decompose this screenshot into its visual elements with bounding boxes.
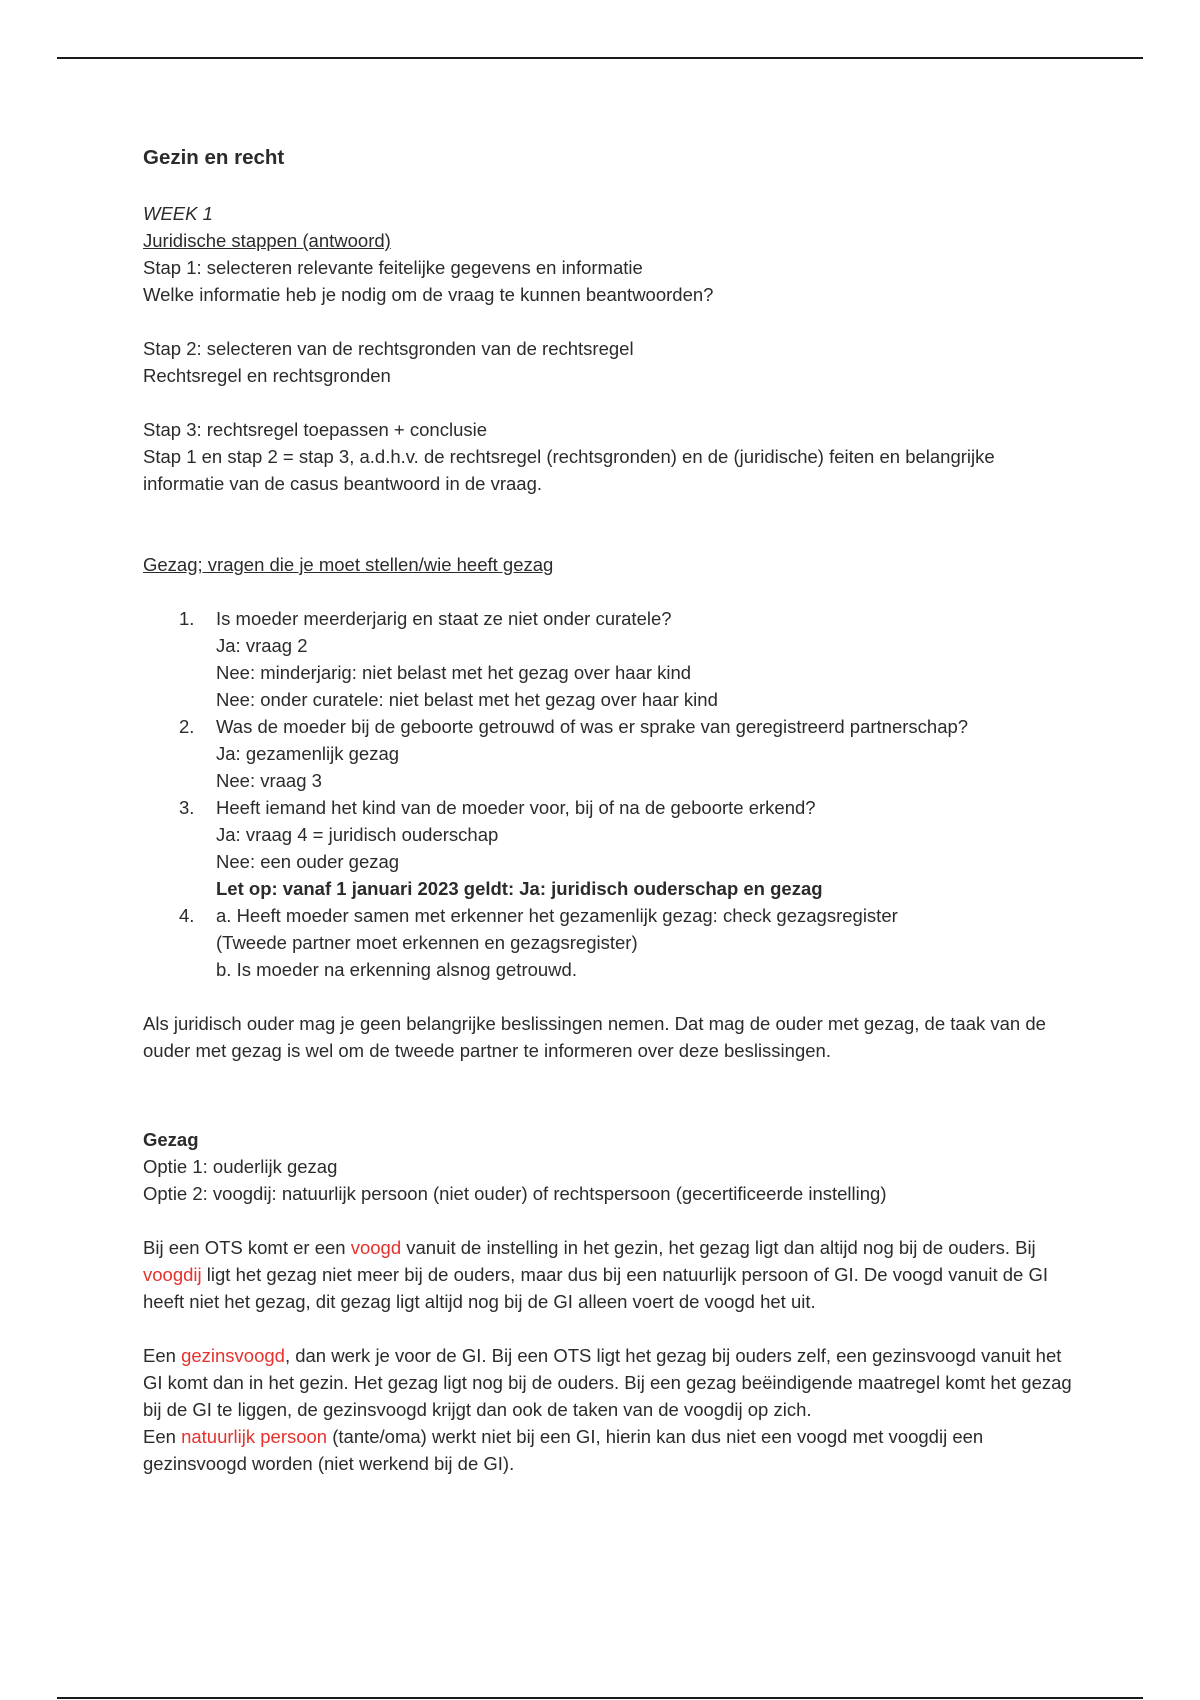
document-body	[143, 143, 1073, 1477]
stap-1: Stap 1: selecteren relevante feitelijke gegevens en informatie	[143, 257, 643, 278]
answer-line: Nee: vraag 3	[216, 770, 322, 791]
answer-line: b. Is moeder na erkenning alsnog getrouwd.	[216, 959, 577, 980]
text-span: Een	[143, 1426, 182, 1447]
page-title: Gezin en recht	[143, 146, 285, 169]
question-text: Is moeder meerderjarig en staat ze niet onder curatele?	[216, 608, 672, 629]
gezag-question-list	[143, 605, 1073, 983]
conclusion-paragraph: Als juridisch ouder mag je geen belangrijke beslissingen nemen. Dat mag de ouder met gezag, de taak van de ouder met gezag is wel om de tweede partner te informeren over deze beslissingen.	[143, 1013, 1046, 1061]
stap-3-desc: Stap 1 en stap 2 = stap 3, a.d.h.v. de rechtsregel (rechtsgronden) en de (juridische) feiten en belangrijke informatie van de casus beantwoord in de vraag.	[143, 446, 995, 494]
text-span: ligt het gezag niet meer bij de ouders, maar dus bij een natuurlijk persoon of GI. De voogd vanuit de GI heeft niet het gezag, dit gezag ligt altijd nog bij de GI alleen voert de voogd het uit.	[143, 1264, 1048, 1312]
list-number: 3.	[179, 797, 195, 818]
list-item	[143, 713, 1073, 794]
highlight-voogd: voogd	[350, 1237, 402, 1258]
note-line: Let op: vanaf 1 januari 2023 geldt: Ja: juridisch ouderschap en gezag	[216, 878, 823, 899]
list-number: 1.	[179, 608, 195, 629]
answer-line: Ja: gezamenlijk gezag	[216, 743, 400, 764]
spacer	[143, 1118, 1073, 1126]
list-item	[143, 794, 1073, 902]
question-text: Was de moeder bij de geboorte getrouwd of was er sprake van geregistreerd partnerschap?	[216, 716, 969, 737]
spacer	[143, 983, 1073, 1010]
stappen-heading: Juridische stappen (antwoord)	[143, 230, 391, 251]
spacer	[143, 497, 1073, 551]
answer-line: Ja: vraag 4 = juridisch ouderschap	[216, 824, 499, 845]
text-span: (tante/oma) werkt niet bij een GI, hierin kan dus niet een voogd met voogdij een gezinsvoogd worden (niet werkend bij de GI).	[143, 1426, 984, 1474]
spacer	[143, 1064, 1073, 1118]
list-number: 4.	[179, 905, 195, 926]
answer-line: (Tweede partner moet erkennen en gezagsregister)	[216, 932, 638, 953]
spacer	[143, 1315, 1073, 1342]
optie-2: Optie 2: voogdij: natuurlijk persoon (niet ouder) of rechtspersoon (gecertificeerde instelling)	[143, 1183, 887, 1204]
spacer	[143, 578, 1073, 605]
text-span: Bij een OTS komt er een	[143, 1237, 351, 1258]
footer-rule	[57, 1697, 1143, 1699]
optie-1: Optie 1: ouderlijk gezag	[143, 1156, 338, 1177]
stap-3: Stap 3: rechtsregel toepassen + conclusie	[143, 419, 488, 440]
text-span: vanuit de instelling in het gezin, het gezag ligt dan altijd nog bij de ouders. Bij	[401, 1237, 1036, 1258]
question-text: a. Heeft moeder samen met erkenner het gezamenlijk gezag: check gezagsregister	[216, 905, 898, 926]
answer-line: Nee: minderjarig: niet belast met het gezag over haar kind	[216, 662, 692, 683]
gezag-vragen-heading: Gezag; vragen die je moet stellen/wie heeft gezag	[143, 554, 554, 575]
highlight-voogdij: voogdij	[143, 1264, 202, 1285]
stap-1-desc: Welke informatie heb je nodig om de vraag te kunnen beantwoorden?	[143, 284, 714, 305]
answer-line: Nee: een ouder gezag	[216, 851, 400, 872]
natuurlijk-persoon-paragraph	[143, 1423, 1073, 1477]
spacer	[143, 173, 1073, 200]
spacer	[143, 1207, 1073, 1234]
stap-2-desc: Rechtsregel en rechtsgronden	[143, 365, 391, 386]
answer-line: Ja: vraag 2	[216, 635, 308, 656]
text-span: , dan werk je voor de GI. Bij een OTS ligt het gezag bij ouders zelf, een gezinsvoogd vanuit het GI komt dan in het gezin. Het gezag ligt nog bij de ouders. Bij een gezag beëindigende maatregel komt het gezag bij de GI te liggen, de gezinsvoogd krijgt dan ook de taken van de voogdij op zich.	[143, 1345, 1072, 1420]
list-item	[143, 902, 1073, 983]
question-text: Heeft iemand het kind van de moeder voor, bij of na de geboorte erkend?	[216, 797, 816, 818]
week-label: WEEK 1	[143, 203, 213, 224]
list-number: 2.	[179, 716, 195, 737]
answer-line: Nee: onder curatele: niet belast met het gezag over haar kind	[216, 689, 718, 710]
gezinsvoogd-paragraph	[143, 1342, 1073, 1423]
highlight-natuurlijk-persoon: natuurlijk persoon	[181, 1426, 328, 1447]
spacer	[143, 308, 1073, 335]
stap-2: Stap 2: selecteren van de rechtsgronden van de rechtsregel	[143, 338, 634, 359]
gezag-heading: Gezag	[143, 1129, 199, 1150]
header-rule	[57, 57, 1143, 59]
list-item	[143, 605, 1073, 713]
spacer	[143, 389, 1073, 416]
text-span: Een	[143, 1345, 182, 1366]
voogd-paragraph	[143, 1234, 1073, 1315]
highlight-gezinsvoogd: gezinsvoogd	[181, 1345, 285, 1366]
